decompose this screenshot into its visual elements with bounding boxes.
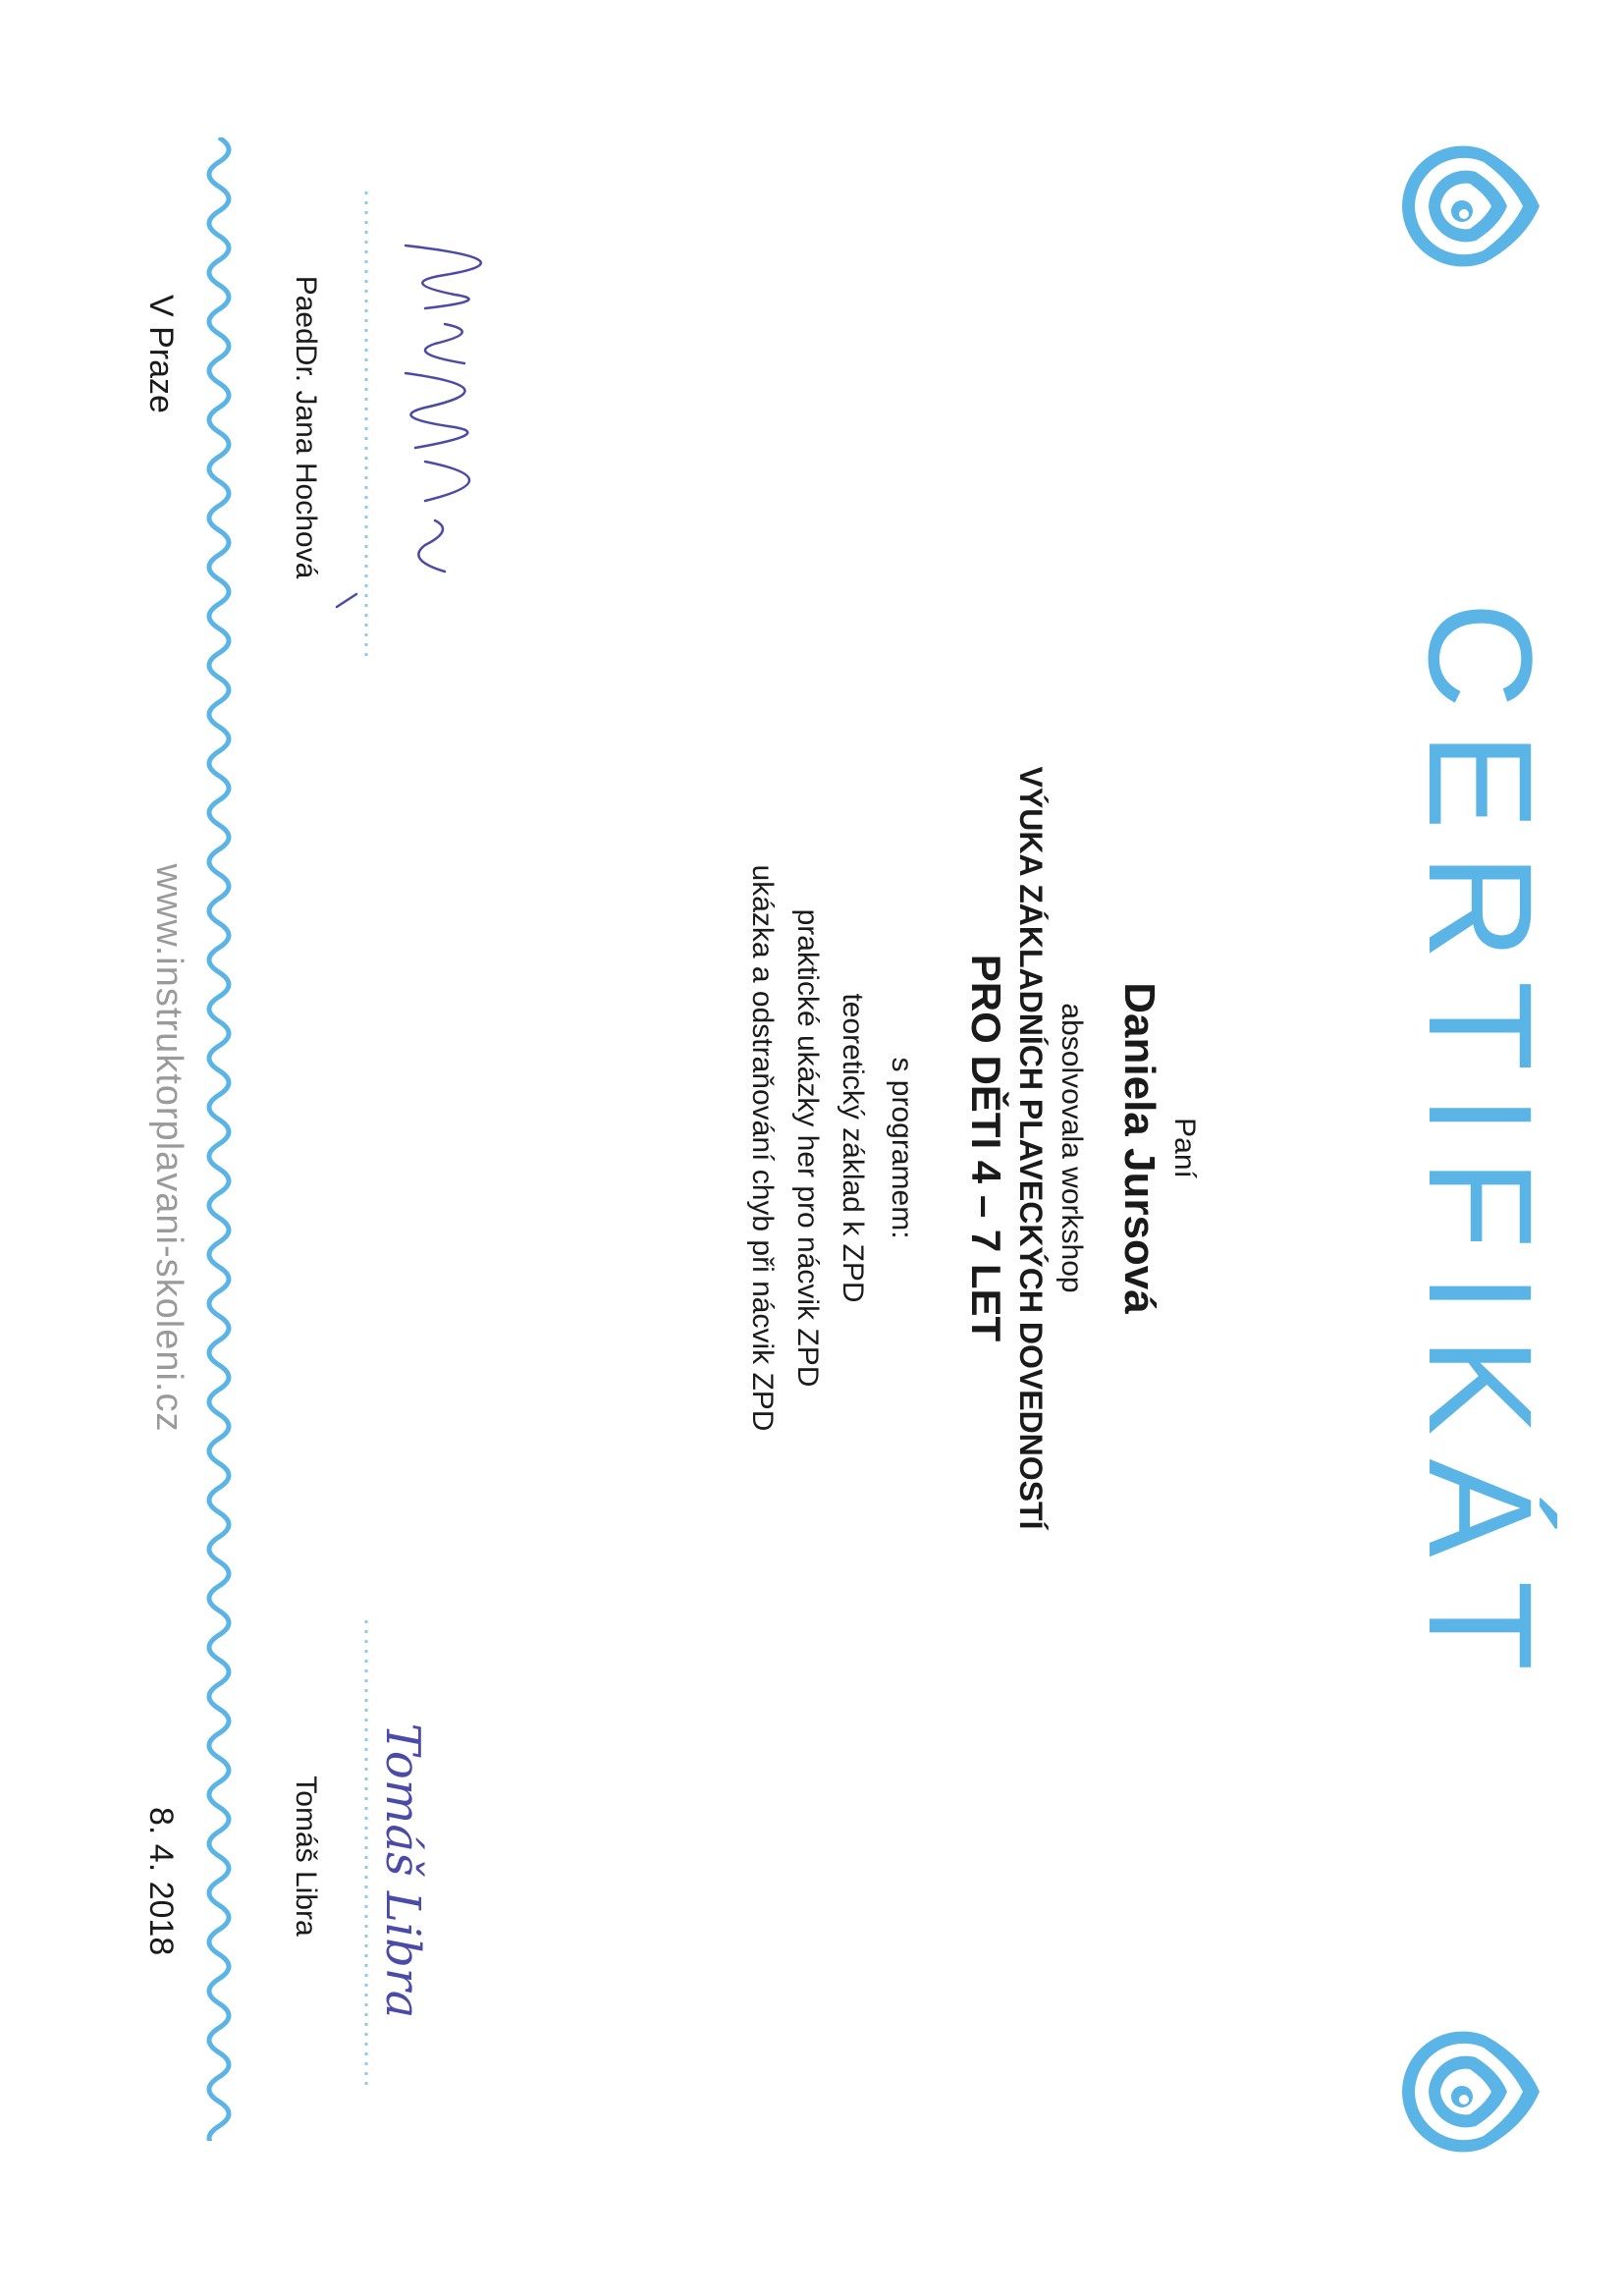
- course-title-line2: PRO DĚTI 4 – 7 LET: [963, 954, 1009, 1342]
- left-signature-line: [361, 191, 371, 663]
- course-title-line1: VÝUKA ZÁKLADNÍCH PLAVECKÝCH DOVEDNOSTÍ: [1013, 766, 1049, 1530]
- left-signatory-name: PaedDr. Jana Hochová: [290, 275, 322, 579]
- program-list: [739, 0, 875, 2296]
- certificate-title: CERTIFIKÁT: [1398, 601, 1563, 1695]
- right-signatory-name: Tomáš Libra: [290, 1776, 322, 1937]
- wave-border: [189, 137, 248, 2141]
- greeting: Paní: [1168, 1118, 1201, 1178]
- right-signature: Tomáš Libra: [375, 1722, 430, 2019]
- left-signature-icon: [317, 206, 572, 638]
- program-item: teoretický základ k ZPD: [837, 993, 869, 1303]
- footer-place: V Praze: [142, 295, 180, 413]
- wave-line: [209, 137, 229, 2141]
- intro-text: absolvovala workshop: [1055, 1003, 1088, 1293]
- right-signature-line: [361, 1620, 371, 2092]
- recipient-name: Daniela Jursová: [1115, 982, 1163, 1314]
- program-label: s programem:: [886, 1057, 918, 1239]
- program-item: ukázka a odstraňování chyb při nácvik ZPD: [746, 864, 779, 1432]
- footer-date: 8. 4. 2018: [142, 1807, 180, 1956]
- program-item: praktické ukázky her pro nácvik ZPD: [791, 908, 824, 1388]
- website-url: www.instruktorplavani-skoleni.cz: [148, 863, 189, 1433]
